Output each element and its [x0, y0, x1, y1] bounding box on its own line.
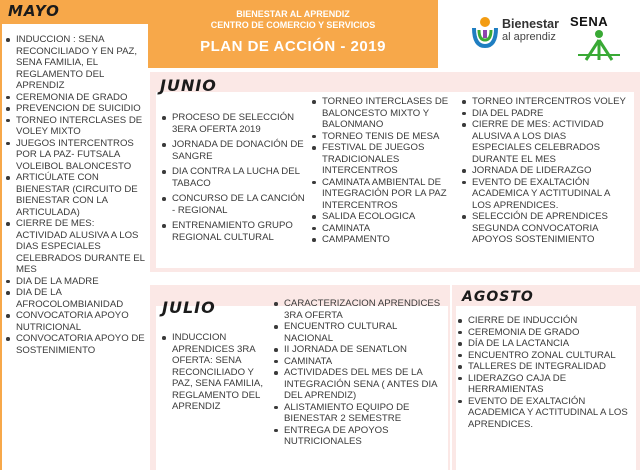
list-item: CONCURSO DE LA CANCIÓN - REGIONAL: [162, 193, 308, 216]
junio-list-col2: [312, 96, 454, 246]
list-item: CIERRE DE MES: ACTIVIDAD ALUSIVA A LOS DIAS ESPECIALES CELEBRADOS DURANTE EL MES: [6, 218, 146, 276]
julio-list-col2: [274, 298, 448, 448]
list-item: ENCUENTRO ZONAL CULTURAL: [458, 350, 634, 362]
list-item: DIA CONTRA LA LUCHA DEL TABACO: [162, 166, 308, 189]
list-item: TORNEO INTERCLASES DE BALONCESTO MIXTO Y BALONMANO: [312, 96, 454, 131]
page-title: PLAN DE ACCIÓN - 2019: [200, 38, 386, 55]
julio-list-col1: [162, 332, 272, 413]
list-item: JORNADA DE LIDERAZGO: [462, 165, 628, 177]
list-item: ENTREGA DE APOYOS NUTRICIONALES: [274, 425, 448, 448]
list-item: CARACTERIZACION APRENDICES 3RA OFERTA: [274, 298, 448, 321]
list-item: ALISTAMIENTO EQUIPO DE BIENESTAR 2 SEMESTRE: [274, 402, 448, 425]
list-item: TALLERES DE INTEGRALIDAD: [458, 361, 634, 373]
list-item: SELECCIÓN DE APRENDICES SEGUNDA CONVOCATORIA APOYOS SOSTENIMIENTO: [462, 211, 628, 246]
list-item: ENTRENAMIENTO GRUPO REGIONAL CULTURAL: [162, 220, 308, 243]
list-item: DÍA DE LA LACTANCIA: [458, 338, 634, 350]
month-title-mayo: MAYO: [8, 2, 60, 20]
bienestar-logo-text: Bienestar: [502, 17, 559, 31]
month-title-julio: JULIO: [162, 298, 216, 317]
list-item: PREVENCION DE SUICIDIO: [6, 103, 146, 115]
month-title-agosto: AGOSTO: [462, 289, 534, 305]
list-item: JUEGOS INTERCENTROS POR LA PAZ- FUTSALA VOLEIBOL BALONCESTO: [6, 138, 146, 173]
list-item: CEREMONIA DE GRADO: [458, 327, 634, 339]
list-item: ARTICÚLATE CON BIENESTAR (CIRCUITO DE BIENESTAR CON LA ARTICULADA): [6, 172, 146, 218]
list-item: PROCESO DE SELECCIÓN 3ERA OFERTA 2019: [162, 112, 308, 135]
list-item: CEREMONIA DE GRADO: [6, 92, 146, 104]
list-item: INDUCCION APRENDICES 3RA OFERTA: SENA RECONCILIADO Y PAZ, SENA FAMILIA, REGLAMENTO DEL APRENDIZ: [162, 332, 272, 413]
list-item: EVENTO DE EXALTACIÓN ACADEMICA Y ACTITUDINAL A LOS APRENDICES.: [462, 177, 628, 212]
list-item: CAMINATA: [274, 356, 448, 368]
list-item: TORNEO TENIS DE MESA: [312, 131, 454, 143]
list-item: II JORNADA DE SENATLON: [274, 344, 448, 356]
sena-logo-text: SENA: [570, 14, 609, 29]
junio-list-col1: [162, 112, 308, 247]
agosto-list: [458, 315, 634, 430]
bienestar-logo-subtext: al aprendiz: [502, 31, 556, 43]
bienestar-logo-icon: [470, 16, 500, 50]
list-item: CONVOCATORIA APOYO DE SOSTENIMIENTO: [6, 333, 146, 356]
list-item: TORNEO INTERCLASES DE VOLEY MIXTO: [6, 115, 146, 138]
list-item: CIERRE DE MES: ACTIVIDAD ALUSIVA A LOS DIAS ESPECIALES CELEBRADOS DURANTE EL MES: [462, 119, 628, 165]
list-item: DIA DE LA MADRE: [6, 276, 146, 288]
header-line-1: BIENESTAR AL APRENDIZ: [236, 9, 350, 19]
junio-list-col3: [462, 96, 628, 246]
header-line-2: CENTRO DE COMERCIO Y SERVICIOS: [210, 20, 376, 30]
list-item: CAMINATA: [312, 223, 454, 235]
month-title-junio: JUNIO: [160, 76, 217, 95]
list-item: DIA DEL PADRE: [462, 108, 628, 120]
list-item: SALIDA ECOLOGICA: [312, 211, 454, 223]
list-item: DIA DE LA AFROCOLOMBIANIDAD: [6, 287, 146, 310]
list-item: LIDERAZGO CAJA DE HERRAMIENTAS: [458, 373, 634, 396]
list-item: CAMPAMENTO: [312, 234, 454, 246]
list-item: CONVOCATORIA APOYO NUTRICIONAL: [6, 310, 146, 333]
list-item: INDUCCION : SENA RECONCILIADO Y EN PAZ, SENA FAMILIA, EL REGLAMENTO DEL APRENDIZ: [6, 34, 146, 92]
list-item: FESTIVAL DE JUEGOS TRADICIONALES INTERCENTROS: [312, 142, 454, 177]
list-item: TORNEO INTERCENTROS VOLEY: [462, 96, 628, 108]
mayo-list: [6, 34, 146, 356]
list-item: ACTIVIDADES DEL MES DE LA INTEGRACIÓN SENA ( ANTES DIA DEL APRENDIZ): [274, 367, 448, 402]
list-item: EVENTO DE EXALTACIÓN ACADEMICA Y ACTITUDINAL A LOS APRENDICES.: [458, 396, 634, 431]
list-item: CIERRE DE INDUCCIÓN: [458, 315, 634, 327]
list-item: ENCUENTRO CULTURAL NACIONAL: [274, 321, 448, 344]
list-item: JORNADA DE DONACIÓN DE SANGRE: [162, 139, 308, 162]
list-item: CAMINATA AMBIENTAL DE INTEGRACIÓN POR LA PAZ INTERCENTROS: [312, 177, 454, 212]
